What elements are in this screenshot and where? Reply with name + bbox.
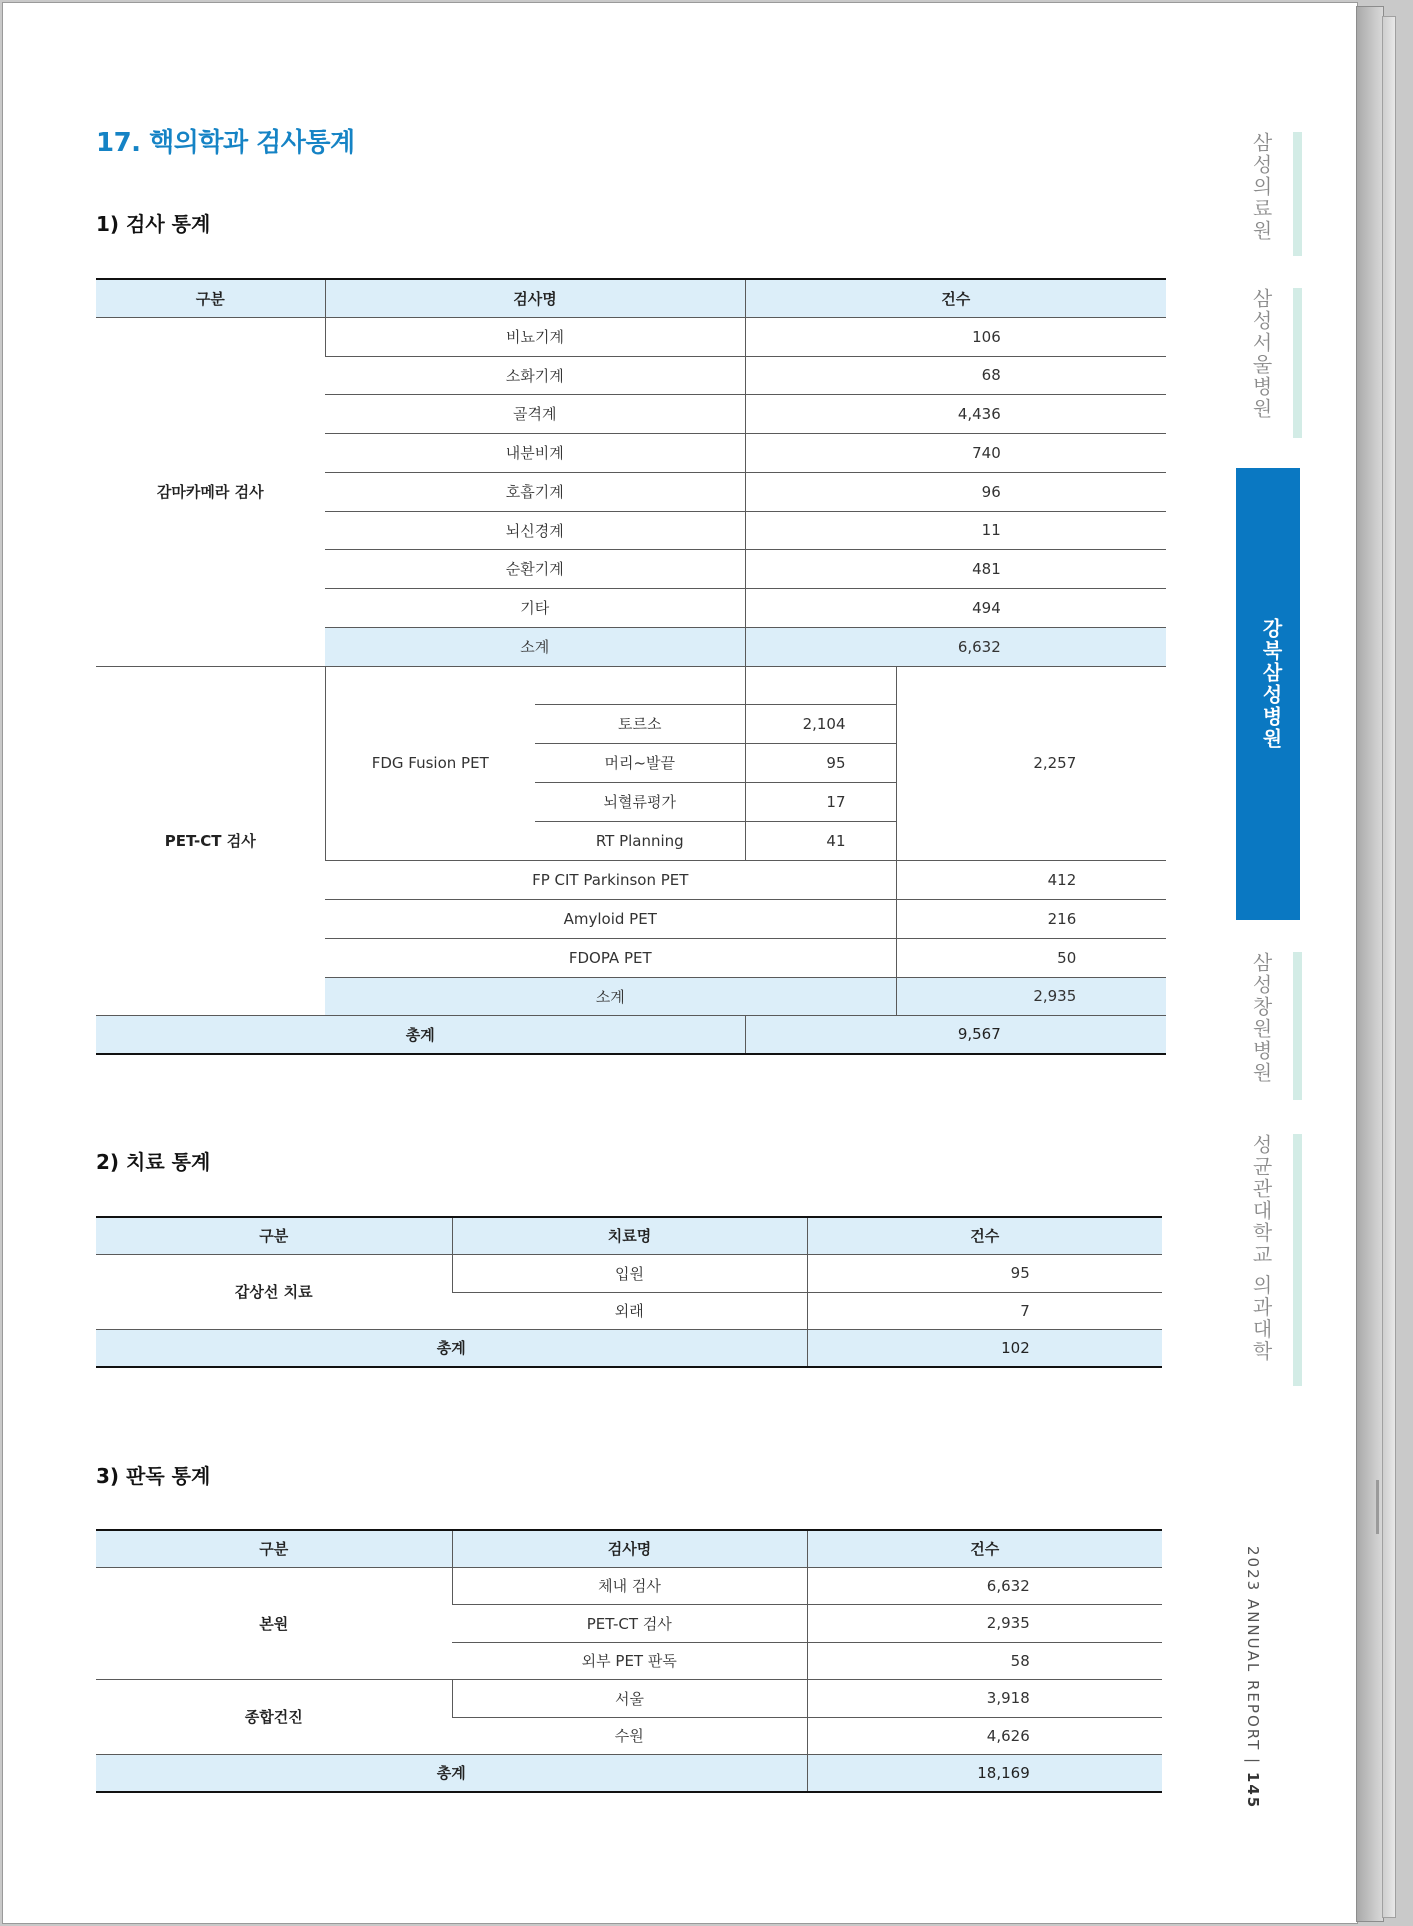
page-stack-edge-back [1382,16,1396,1918]
subtotal-label: 소계 [325,977,896,1015]
exam-name: 순환기계 [325,549,745,588]
exam-name: 기타 [325,588,745,627]
total-label: 총계 [96,1329,807,1367]
treat-section-title: 2) 치료 통계 [96,1150,211,1174]
read-count: 2,935 [807,1604,1162,1642]
exam-count: 106 [745,317,1166,356]
exam-count: 481 [745,549,1166,588]
side-tab-skku-medicine[interactable]: 성균관대학교 의과대학 [1236,1134,1306,1386]
fdg-sub-name: 머리~발끝 [535,743,745,782]
treat-name: 외래 [452,1292,807,1329]
group-main-hospital: 본원 [96,1567,452,1679]
footer-separator: | [1244,1758,1262,1766]
exam-count: 11 [745,511,1166,549]
header-treat-name: 치료명 [452,1217,807,1254]
header-count: 건수 [807,1217,1162,1254]
exam-count: 68 [745,356,1166,394]
read-name: 외부 PET 판독 [452,1642,807,1679]
exam-section-title: 1) 검사 통계 [96,212,211,236]
side-tab-samsung-changwon-hospital[interactable]: 삼성창원병원 [1236,952,1306,1100]
exam-stats-table [96,278,1166,1055]
exam-count: 96 [745,472,1166,511]
exam-count: 494 [745,588,1166,627]
total-row [96,1754,1162,1792]
fdg-sub-count: 95 [745,743,896,782]
table-row [96,1567,1162,1604]
group-thyroid: 갑상선 치료 [96,1254,452,1329]
header-category: 구분 [96,1217,452,1254]
report-name: 2023 ANNUAL REPORT [1244,1546,1262,1752]
fdg-fusion-pet-name: FDG Fusion PET [325,666,535,860]
fdg-sub-count: 41 [745,821,896,860]
total-row [96,1329,1162,1367]
read-count: 4,626 [807,1717,1162,1754]
table-row [96,1679,1162,1717]
subtotal-label: 소계 [325,627,745,666]
total-count: 102 [807,1329,1162,1367]
header-exam-name: 검사명 [452,1530,807,1567]
treat-stats-table [96,1216,1162,1368]
read-count: 6,632 [807,1567,1162,1604]
exam-name: 뇌신경계 [325,511,745,549]
exam-name: FDOPA PET [325,938,896,977]
total-label: 총계 [96,1015,745,1054]
read-stats-table [96,1529,1162,1793]
side-tab-kangbuk-samsung-hospital[interactable]: 강북삼성병원 [1236,468,1300,920]
exam-name: 내분비계 [325,433,745,472]
total-row [96,1015,1166,1054]
exam-name: Amyloid PET [325,899,896,938]
fdg-sub-name: 토르소 [535,704,745,743]
total-count: 9,567 [745,1015,1166,1054]
exam-count: 412 [896,860,1166,899]
read-name: 체내 검사 [452,1567,807,1604]
exam-name: 골격계 [325,394,745,433]
exam-name: 비뇨기계 [325,317,745,356]
table-row [96,317,1166,356]
exam-count: 4,436 [745,394,1166,433]
header-category: 구분 [96,279,325,317]
annual-report-footer [1236,1546,1262,1809]
exam-name: 소화기계 [325,356,745,394]
read-name: 서울 [452,1679,807,1717]
table-row [96,1254,1162,1292]
exam-name: FP CIT Parkinson PET [325,860,896,899]
group-pet-ct: PET-CT 검사 [96,666,325,1015]
page-number: 145 [1244,1771,1262,1810]
read-section-title: 3) 판독 통계 [96,1464,211,1488]
treat-name: 입원 [452,1254,807,1292]
header-count: 건수 [807,1530,1162,1567]
fdg-sub-name: 뇌혈류평가 [535,782,745,821]
table-row [96,666,1166,704]
header-category: 구분 [96,1530,452,1567]
treat-count: 7 [807,1292,1162,1329]
group-health-checkup: 종합건진 [96,1679,452,1754]
read-name: PET-CT 검사 [452,1604,807,1642]
fdg-sub-name: RT Planning [535,821,745,860]
read-count: 3,918 [807,1679,1162,1717]
subtotal-count: 6,632 [745,627,1166,666]
side-tab-samsung-seoul-hospital[interactable]: 삼성서울병원 [1236,288,1306,438]
total-count: 18,169 [807,1754,1162,1792]
page-stack-edge [1356,6,1384,1922]
exam-count: 216 [896,899,1166,938]
header-count: 건수 [745,279,1166,317]
subtotal-count: 2,935 [896,977,1166,1015]
group-gamma-camera: 감마카메라 검사 [96,317,325,666]
treat-count: 95 [807,1254,1162,1292]
fdg-fusion-pet-total: 2,257 [896,666,1166,860]
page-title: 17. 핵의학과 검사통계 [96,128,355,158]
fdg-sub-count: 17 [745,782,896,821]
exam-count: 740 [745,433,1166,472]
page-edge-mark [1376,1480,1379,1534]
fdg-sub-count: 2,104 [745,704,896,743]
read-count: 58 [807,1642,1162,1679]
header-exam-name: 검사명 [325,279,745,317]
exam-name: 호흡기계 [325,472,745,511]
side-tab-samsung-medical-center[interactable]: 삼성의료원 [1236,132,1306,256]
read-name: 수원 [452,1717,807,1754]
exam-count: 50 [896,938,1166,977]
total-label: 총계 [96,1754,807,1792]
